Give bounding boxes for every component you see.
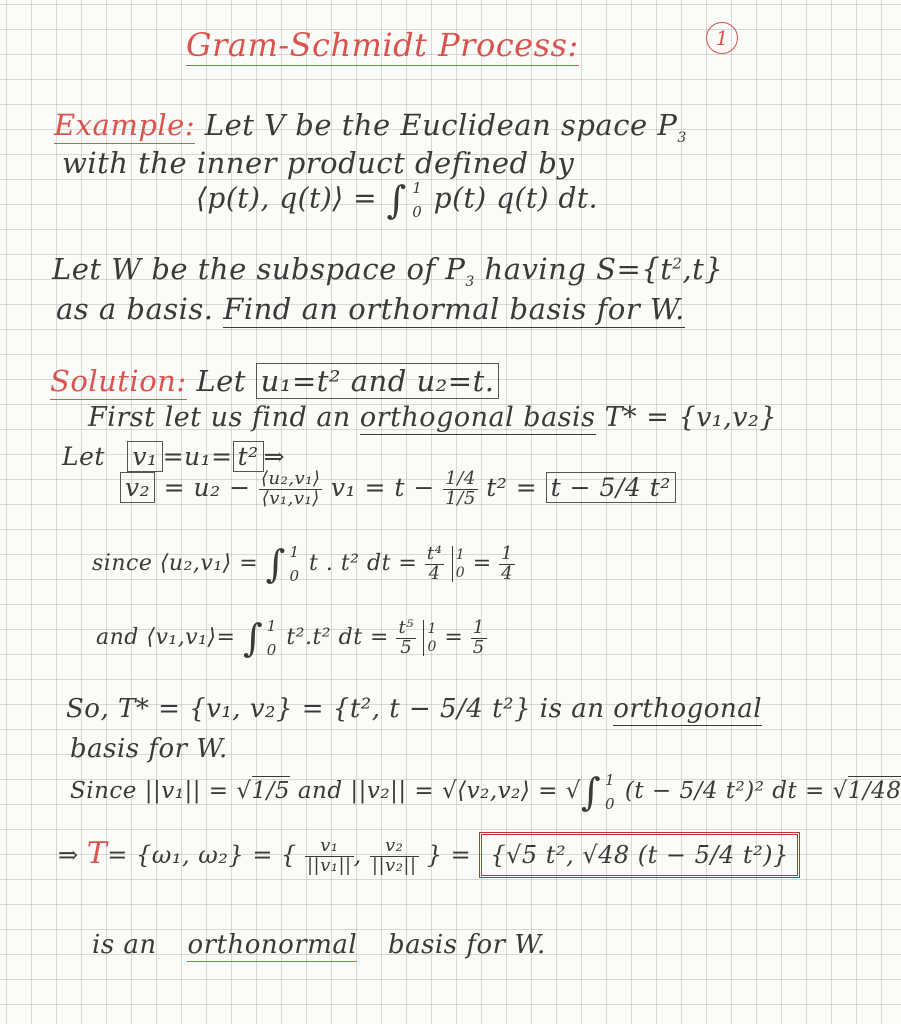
superscript: 2 — [672, 254, 683, 273]
let-word: Let — [62, 442, 105, 471]
task-statement: Find an orthormal basis for W. — [223, 292, 685, 326]
integral-limits: 1 0 — [412, 179, 423, 221]
solution-label: Solution: — [50, 364, 187, 398]
solution-line-1 — [50, 364, 499, 398]
v2-box: v₂ — [120, 472, 155, 503]
orthogonal-basis-phrase: orthogonal basis — [359, 402, 596, 433]
so-text: So, T* = {v₁, v₂} = {t², t − 5/4 t²} is an — [66, 694, 605, 724]
evaluation-bar: 1 0 — [452, 546, 465, 582]
evaluation-bar: 1 0 — [423, 620, 436, 656]
equals: = — [444, 625, 464, 650]
boxed-definition: u₁=t² and u₂=t. — [256, 363, 500, 399]
line4-text-a: as a basis. — [56, 292, 214, 326]
orthogonal-word: orthogonal — [613, 694, 763, 724]
example-line-1 — [54, 108, 687, 146]
example-line-4 — [56, 292, 685, 326]
norm-v2-value: 1/48 — [847, 778, 901, 804]
subscript: 3 — [465, 273, 475, 290]
final-answer-box: {√5 t², √48 (t − 5/4 t²)} — [479, 832, 799, 878]
and-line — [96, 614, 487, 662]
line3-text-a: Let W be the subspace of P — [52, 252, 466, 286]
antiderivative: $\frac{\text{t⁵}}{5}$ — [398, 616, 414, 658]
integrand: t . t² dt = — [309, 551, 418, 576]
coefficient-fraction: $\frac{1/4}{1/5}$ — [445, 468, 476, 509]
so-line — [66, 694, 762, 724]
normalized-v2: $\frac{\text{v₂}}{\text{||v₂||}}$ — [371, 835, 417, 876]
integral-sign: ∫ — [580, 770, 602, 814]
integral-limits: 1 0 — [289, 543, 300, 585]
result-fraction: $\frac{1}{4}$ — [501, 542, 514, 584]
inner-product-formula — [196, 176, 598, 224]
integrand: t².t² dt = — [286, 625, 389, 650]
example-text-1: Let V be the Euclidean space P — [204, 108, 678, 142]
page-number-circle: 1 — [706, 22, 738, 54]
v1-value-box: t² — [233, 441, 264, 472]
v2-line — [120, 470, 676, 509]
T-symbol: T — [86, 836, 108, 871]
solution-line-2 — [88, 402, 777, 433]
integral-sign: ∫ — [265, 542, 286, 586]
final-text-c: basis for W. — [387, 930, 546, 960]
v2-mid: = u₂ − — [163, 472, 251, 502]
norm-v1-value: 1/5 — [251, 778, 291, 804]
example-label: Example: — [54, 108, 196, 142]
and-text: and ⟨v₁,v₁⟩= — [96, 625, 236, 650]
final-text-a: is an — [92, 930, 157, 960]
orthonormal-word: orthonormal — [187, 930, 358, 960]
normalized-v1: $\frac{\text{v₁}}{\text{||v₁||}}$ — [306, 835, 352, 876]
equals: = — [472, 551, 492, 576]
integral-limits: 1 0 — [605, 771, 616, 813]
implies-arrow: ⇒ — [58, 841, 79, 869]
v1-box: v₁ — [127, 441, 162, 472]
v2-mid3: t² = — [486, 472, 538, 502]
since-line — [92, 540, 515, 588]
v2-result-box: t − 5/4 t² — [546, 472, 676, 503]
integral-sign: ∫ — [386, 178, 407, 222]
integral-limits: 1 0 — [266, 617, 277, 659]
line3-text-c: ,t} — [682, 252, 724, 286]
v2-mid2: v₁ = t − — [330, 472, 435, 502]
subscript: 3 — [677, 129, 687, 146]
line3-text-b: having S={t — [474, 252, 673, 286]
let-word: Let — [196, 364, 246, 398]
final-line — [92, 930, 546, 960]
ip-lhs: ⟨p(t), q(t)⟩ = — [196, 181, 378, 215]
T-star-definition: T* = {v₁,v₂} — [604, 402, 778, 433]
v1-mid: =u₁= — [162, 442, 233, 471]
example-line-2: with the inner product defined by — [62, 146, 575, 180]
T-definition: = {ω₁, ω₂} = { — [107, 841, 297, 869]
norm-integrand: (t − 5/4 t²)² dt = — [624, 778, 825, 804]
norm-text-a: Since ||v₁|| = — [70, 778, 229, 804]
first-text: First let us find an — [88, 402, 351, 433]
integral-sign: ∫ — [242, 616, 264, 660]
norm-line: Since ||v₁|| = √1/5 and ||v₂|| = √⟨v₂,v₂⟩ = √∫ 1 0 (t − 5/4 t²)² dt = √1/48 — [70, 770, 901, 814]
implies-arrow: ⇒ — [263, 442, 286, 471]
title-text: Gram-Schmidt Process: — [186, 26, 579, 64]
page-title — [186, 26, 579, 64]
projection-fraction: $\frac{\text{⟨u₂,v₁⟩}}{\text{⟨v₁,v₁⟩}}$ — [260, 468, 321, 509]
v1-line — [62, 442, 285, 471]
basis-for-line: basis for W. — [70, 734, 228, 764]
ip-rhs: p(t) q(t) dt. — [433, 181, 599, 215]
since-text: since ⟨u₂,v₁⟩ = — [92, 551, 259, 576]
orthonormal-result-line: ⇒ T= {ω₁, ω₂} = { $\frac{\text{v₁}}{\text{||v₁||}}$ , $\frac{\text{v₂}}{\text{||v₂||}}$ } = {√5 t², √48 (t − 5/4 t²)} — [58, 836, 800, 876]
T-close: } = — [426, 841, 472, 869]
result-fraction: $\frac{1}{5}$ — [472, 616, 485, 658]
norm-text-c: and ||v₂|| = √⟨v₂,v₂⟩ = — [297, 778, 558, 804]
example-line-3 — [52, 252, 723, 290]
antiderivative: $\frac{\text{t⁴}}{4}$ — [426, 542, 443, 584]
